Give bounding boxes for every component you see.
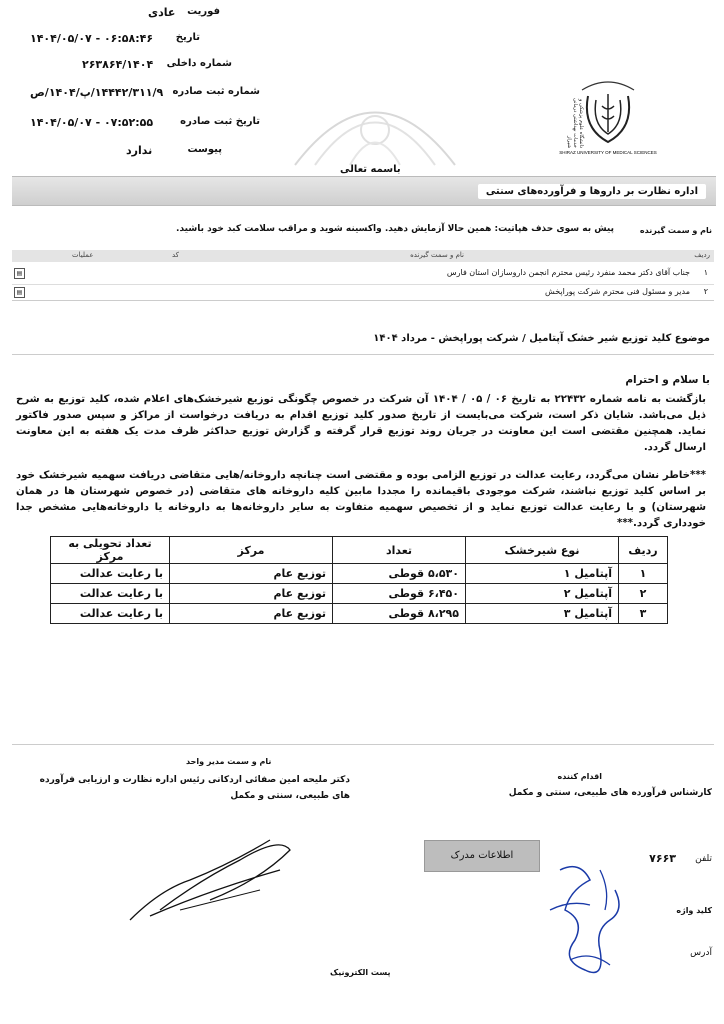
- internal-no-row: [30, 58, 260, 76]
- cell-center: توزیع عام: [170, 564, 333, 584]
- reg-date-value: ۱۴۰۴/۰۵/۰۷ - ۰۷:۵۲:۵۵: [30, 116, 154, 129]
- university-en: SHIRAZ UNIVERSITY OF MEDICAL SCIENCES: [559, 150, 657, 155]
- recipient-name: مدیر و مسئول فنی محترم شرکت پوراپخش: [545, 287, 690, 296]
- cell-type: آپتامیل ۳: [466, 604, 619, 624]
- cell-row: ۱: [619, 564, 668, 584]
- th-row: ردیف: [619, 537, 668, 564]
- cell-type: آپتامیل ۱: [466, 564, 619, 584]
- doc-info-button[interactable]: اطلاعات مدرک: [424, 840, 540, 872]
- details-icon[interactable]: ▤: [14, 268, 25, 279]
- col-name: نام و سمت گیرنده: [410, 251, 464, 259]
- unit-manager-label: نام و سمت مدیر واحد: [186, 757, 272, 766]
- greeting: با سلام و احترام: [625, 374, 710, 386]
- action-by-name: کارشناس فرآورده های طبیعی، سنتی و مکمل: [508, 788, 712, 798]
- attachment-value: ندارد: [126, 144, 153, 157]
- date-value: ۱۴۰۴/۰۵/۰۷ - ۰۶:۵۸:۴۶: [30, 32, 154, 45]
- paragraph-1: بازگشت به نامه شماره ۲۲۴۳۲ به تاریخ ۰۶ / ۰۵ / ۱۴۰۴ آن شرکت در خصوص چگونگی توزیع شیرخشک‌های اعلام شده، کلید توزیع به شرح ذیل می‌باشد. شایان ذکر است، شرکت می‌بایست از تاریخ صدور کلید توزیع اقدام به دریافت درخواست از مراکز و سپس صدور فاکتور نماید. همچنین مقتضی است این معاونت در جریان روند توزیع قرار گرفته و گزارش توزیع حداکثر ظرف مدت یک هفته به این معاونت ارسال گردد.: [16, 394, 706, 453]
- keyword-label: کلید واژه: [676, 906, 712, 915]
- reg-no-value: ۱۴۴۴۲/۳۱۱/۹/پ/۱۴۰۴/ص: [30, 86, 164, 99]
- col-actions: عملیات: [72, 251, 94, 259]
- university-logo: [559, 76, 657, 160]
- col-code: کد: [172, 251, 180, 259]
- priority-row: [30, 6, 260, 24]
- recipient-label: نام و سمت گیرنده: [639, 226, 712, 235]
- unit-manager-name: دکتر ملیحه امین صفائی اردکانی رئیس اداره نظارت و ارزیابی فرآورده های طبیعی، سنتی و مکمل: [39, 775, 350, 801]
- recipient-num: ۱: [703, 268, 708, 277]
- table-row: [51, 564, 668, 584]
- col-row-num: ردیف: [694, 251, 710, 259]
- priority-value: عادی: [148, 6, 176, 19]
- cell-row: ۳: [619, 604, 668, 624]
- cell-delivered: با رعایت عدالت: [51, 604, 170, 624]
- cell-count: ۶،۴۵۰ قوطی: [333, 584, 466, 604]
- distribution-table: [50, 536, 668, 624]
- attachment-row: [30, 144, 260, 162]
- subject: موضوع کلید توزیع شیر خشک آپتامیل / شرکت پوراپخش - مرداد ۱۴۰۴: [373, 333, 710, 344]
- phone-value: ۷۶۶۳: [649, 852, 676, 865]
- recipient-name: جناب آقای دکتر محمد منفرد رئیس محترم انجمن داروسازان استان فارس: [446, 268, 690, 277]
- recipient-num: ۲: [703, 287, 708, 296]
- attachment-label: پیوست: [187, 144, 222, 155]
- divider: [12, 744, 714, 745]
- action-by-label: اقدام کننده: [557, 772, 602, 781]
- slogan: پیش به سوی حذف هپاتیت: همین حالا آزمایش دهید. واکسینه شوید و مراقب سلامت کبد خود باشید.: [176, 224, 614, 234]
- details-icon[interactable]: ▤: [14, 287, 25, 298]
- recipient-row: [12, 266, 714, 280]
- th-delivered: تعداد تحویلی به مرکز: [51, 537, 170, 564]
- table-row: [51, 604, 668, 624]
- reg-date-row: [30, 116, 260, 134]
- signature-manager: [120, 820, 300, 930]
- cell-delivered: با رعایت عدالت: [51, 564, 170, 584]
- cell-delivered: با رعایت عدالت: [51, 584, 170, 604]
- divider: [12, 354, 714, 355]
- th-center: مرکز: [170, 537, 333, 564]
- department-title: اداره نظارت بر داروها و فرآورده‌های سنتی: [478, 184, 706, 199]
- cell-center: توزیع عام: [170, 604, 333, 624]
- table-row: [51, 584, 668, 604]
- cell-type: آپتامیل ۲: [466, 584, 619, 604]
- recipient-table-header: [12, 250, 714, 262]
- date-row: [30, 32, 260, 50]
- ornament-decoration: [290, 70, 460, 165]
- th-count: تعداد: [333, 537, 466, 564]
- divider: [12, 300, 714, 301]
- cell-center: توزیع عام: [170, 584, 333, 604]
- basmala: باسمه تعالی: [340, 164, 401, 175]
- paragraph-2: ***خاطر نشان می‌گردد، رعایت عدالت در توزیع الزامی بوده و مقتضی است چنانچه داروخانه/هایی متقاضی دریافت سهمیه شیرخشک خود بر اساس کلید توزیع نباشند، شرکت موجودی باقیمانده را مجددا مابین کلیه داروخانه های متقاضی (در خصوص شهرستان ها در همان شهرستان) و با رعایت عدالت توزیع نماید و از تخصیص سهمیه متفاوت به سایر داروخانه‌ها به داروخانه یا داروخانه‌هایی مشخص جدا خودداری گردد.***: [16, 470, 706, 529]
- reg-no-label: شماره ثبت صادره: [172, 86, 260, 97]
- university-fa: دانشگاه علوم پزشکی و خدمات بهداشتی درمانی شیراز: [566, 98, 584, 148]
- signature-expert: [530, 850, 640, 990]
- reg-date-label: تاریخ ثبت صادره: [180, 116, 260, 127]
- email-label: پست الکترونیک: [330, 968, 391, 977]
- th-type: نوع شیرخشک: [466, 537, 619, 564]
- department-band: [12, 176, 716, 206]
- internal-no-value: ۲۶۳۸۶۴/۱۴۰۴: [82, 58, 154, 71]
- recipient-row: [12, 284, 714, 299]
- reg-no-row: [30, 86, 260, 104]
- cell-row: ۲: [619, 584, 668, 604]
- address-label: آدرس: [690, 948, 712, 958]
- phone-label: تلفن: [695, 854, 712, 864]
- cell-count: ۸،۲۹۵ قوطی: [333, 604, 466, 624]
- date-label: تاریخ: [175, 32, 200, 43]
- table-header-row: [51, 537, 668, 564]
- internal-no-label: شماره داخلی: [166, 58, 232, 69]
- cell-count: ۵،۵۳۰ قوطی: [333, 564, 466, 584]
- priority-label: فوریت: [187, 6, 220, 17]
